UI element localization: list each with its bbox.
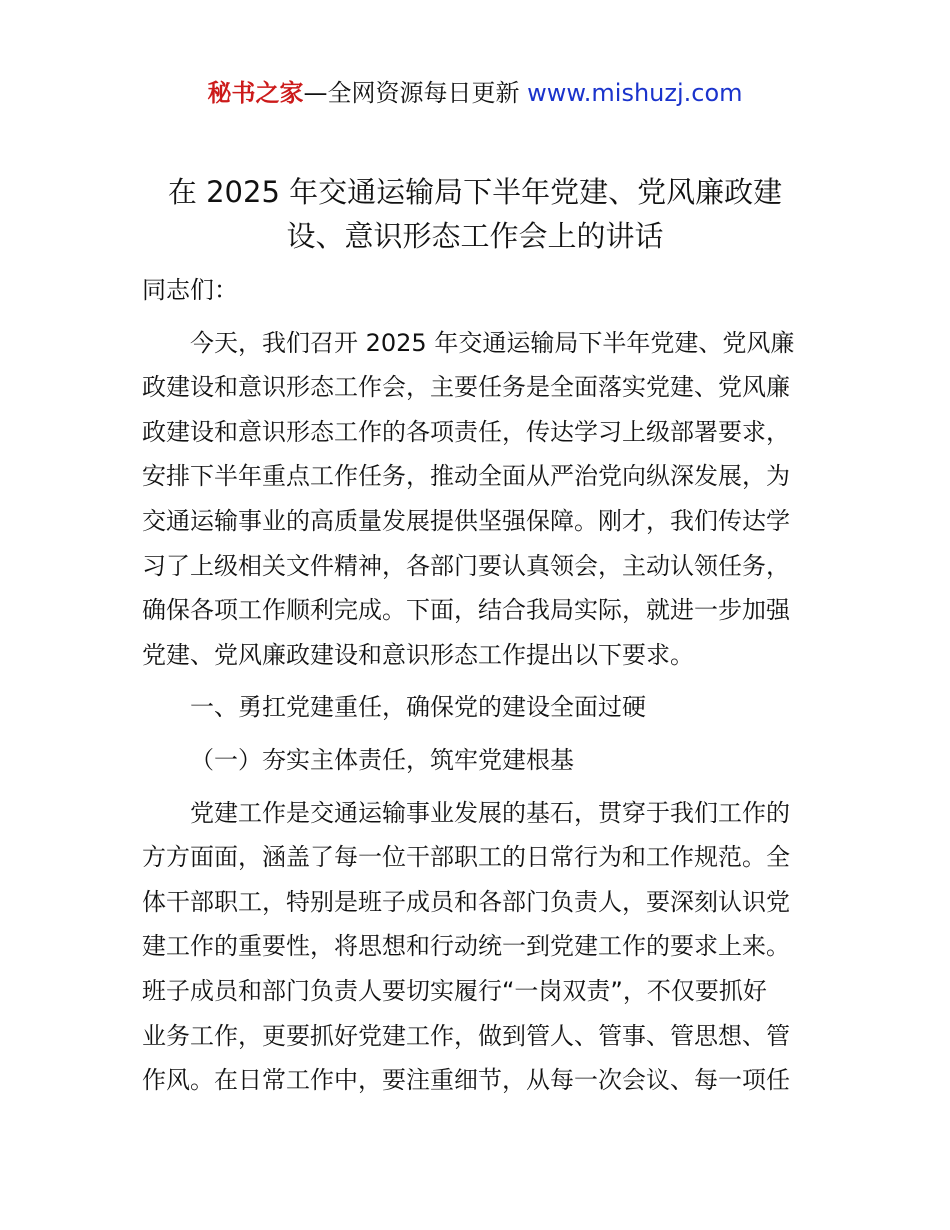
title-line-1: 在 2025 年交通运输局下半年党建、党风廉政建 — [167, 175, 783, 209]
paragraph-line: 习了上级相关文件精神，各部门要认真领会，主动认领任务， — [142, 551, 790, 580]
header-brand: 秘书之家 — [207, 79, 304, 107]
paragraph-line: 安排下半年重点工作任务，推动全面从严治党向纵深发展，为 — [142, 462, 790, 491]
paragraph-line: 党建、党风廉政建设和意识形态工作提出以下要求。 — [142, 640, 694, 669]
paragraph-line: 体干部职工，特别是班子成员和各部门负责人，要深刻认识党 — [142, 887, 790, 916]
paragraph-intro — [142, 321, 816, 678]
paragraph-line: 党建工作是交通运输事业发展的基石，贯穿于我们工作的 — [190, 798, 790, 827]
paragraph-line: 建工作的重要性，将思想和行动统一到党建工作的要求上来。 — [142, 932, 790, 961]
header-url-link[interactable]: www.mishuzj.com — [527, 79, 743, 107]
paragraph-line: 作风。在日常工作中，要注重细节，从每一次会议、每一项任 — [142, 1066, 790, 1095]
title-line-2: 设、意识形态工作会上的讲话 — [286, 219, 664, 253]
paragraph-line: 交通运输事业的高质量发展提供坚强保障。刚才，我们传达学 — [142, 506, 790, 535]
paragraph-line: 方方面面，涵盖了每一位干部职工的日常行为和工作规范。全 — [142, 843, 790, 872]
document-title — [120, 170, 830, 258]
paragraph-line: 业务工作，更要抓好党建工作，做到管人、管事、管思想、管 — [142, 1021, 790, 1050]
section-heading-1: 一、勇扛党建重任，确保党的建设全面过硬 — [190, 693, 646, 722]
subsection-heading-1: （一）夯实主体责任，筑牢党建根基 — [190, 745, 574, 774]
salutation: 同志们： — [142, 276, 238, 304]
paragraph-line: 今天，我们召开 2025 年交通运输局下半年党建、党风廉 — [190, 328, 795, 357]
paragraph-line: 政建设和意识形态工作的各项责任，传达学习上级部署要求， — [142, 417, 790, 446]
paragraph-line: 政建设和意识形态工作会，主要任务是全面落实党建、党风廉 — [142, 373, 790, 402]
paragraph-line: 确保各项工作顺利完成。下面，结合我局实际，就进一步加强 — [142, 596, 790, 625]
header-tagline: —全网资源每日更新 — [303, 79, 528, 107]
paragraph-party-building — [142, 791, 816, 1103]
page-header — [0, 76, 950, 110]
document-body — [142, 268, 816, 1103]
paragraph-line: 班子成员和部门负责人要切实履行“一岗双责”，不仅要抓好 — [142, 976, 767, 1005]
